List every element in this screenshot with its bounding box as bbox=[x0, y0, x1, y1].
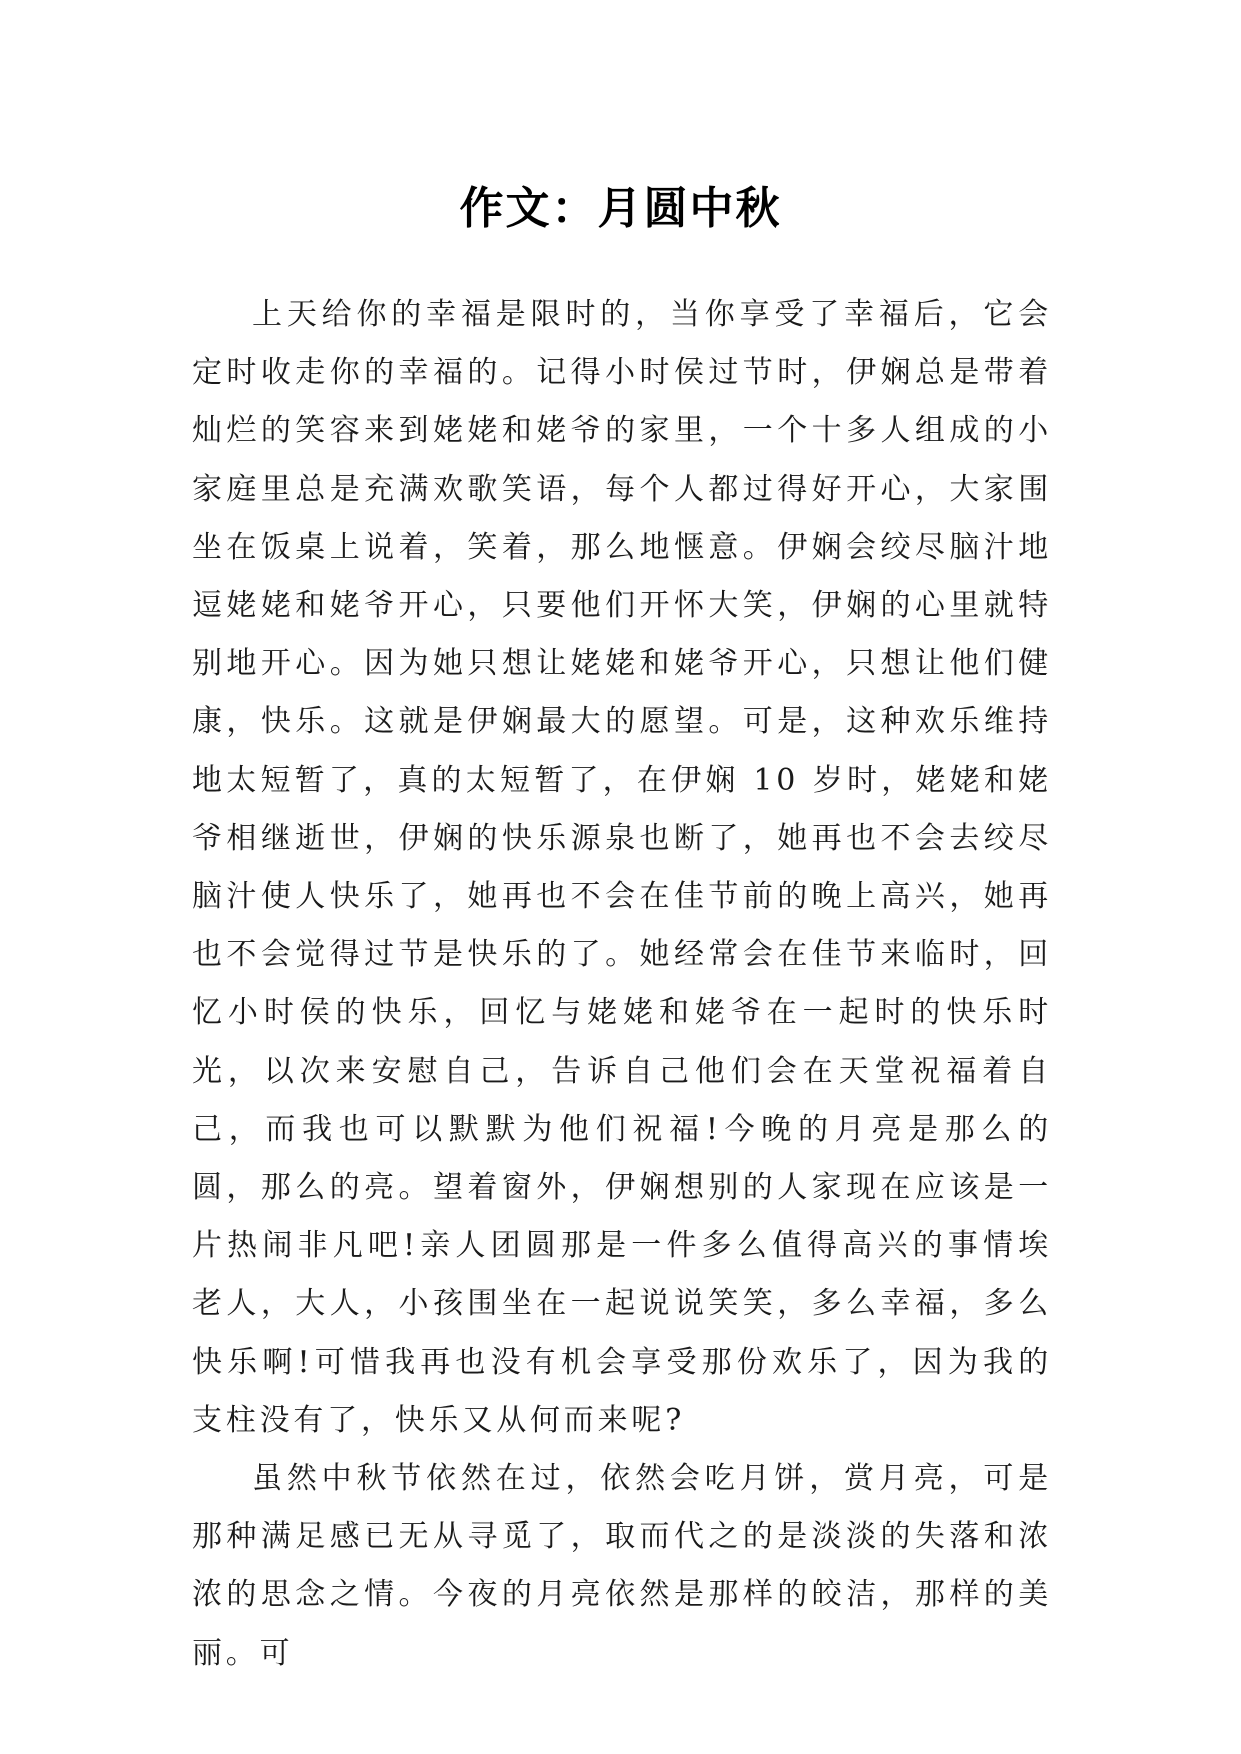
document-title: 作文：月圆中秋 bbox=[459, 183, 782, 235]
paragraph-1: 上天给你的幸福是限时的，当你享受了幸福后，它会定时收走你的幸福的。记得小时侯过节时，伊娴总是带着灿烂的笑容来到姥姥和姥爷的家里，一个十多人组成的小家庭里总是充满欢歌笑语，每个人都过得好开心，大家围坐在饭桌上说着，笑着，那么地惬意。伊娴会绞尽脑汁地逗姥姥和姥爷开心，只要他们开怀大笑，伊娴的心里就特别地开心。因为她只想让姥姥和姥爷开心，只想让他们健康，快乐。这就是伊娴最大的愿望。可是，这种欢乐维持地太短暂了，真的太短暂了，在伊娴 10 岁时，姥姥和姥爷相继逝世，伊娴的快乐源泉也断了，她再也不会去绞尽脑汁使人快乐了，她再也不会在佳节前的晚上高兴，她再也不会觉得过节是快乐的了。她经常会在佳节来临时，回忆小时侯的快乐，回忆与姥姥和姥爷在一起时的快乐时光，以次来安慰自己，告诉自己他们会在天堂祝福着自己，而我也可以默默为他们祝福!今晚的月亮是那么的圆，那么的亮。望着窗外，伊娴想别的人家现在应该是一片热闹非凡吧!亲人团圆那是一件多么值得高兴的事情埃老人，大人，小孩围坐在一起说说笑笑，多么幸福，多么快乐啊!可惜我再也没有机会享受那份欢乐了，因为我的支柱没有了，快乐又从何而来呢? bbox=[192, 297, 1052, 1438]
paragraph-2: 虽然中秋节依然在过，依然会吃月饼，赏月亮，可是那种满足感已无从寻觅了，取而代之的是淡淡的失落和浓浓的思念之情。今夜的月亮依然是那样的皎洁，那样的美丽。可 bbox=[192, 1461, 1052, 1671]
document-body bbox=[192, 286, 1052, 1683]
